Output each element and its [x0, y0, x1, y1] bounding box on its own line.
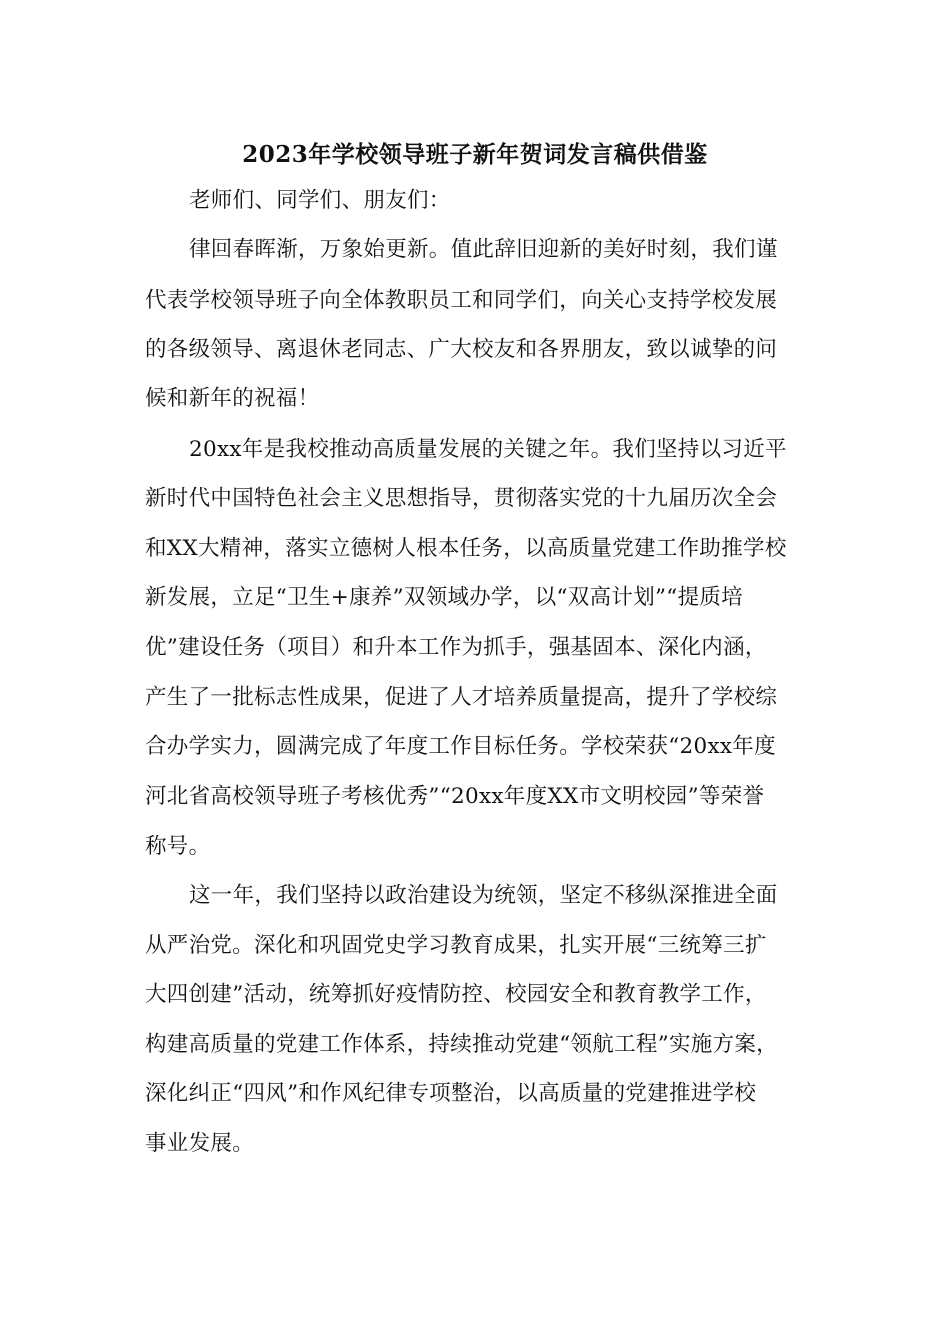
paragraph-line: 深化纠正“四风”和作风纪律专项整治，以高质量的党建推进学校 — [145, 1081, 757, 1106]
paragraph-line: 新发展，立足“卫生+康养”双领域办学，以“双高计划”“提质培 — [145, 585, 743, 610]
paragraph-line: 和XX大精神，落实立德树人根本任务，以高质量党建工作助推学校 — [145, 536, 787, 561]
greeting-line: 老师们、同学们、朋友们： — [189, 188, 451, 213]
paragraph-line: 这一年，我们坚持以政治建设为统领，坚定不移纵深推进全面 — [189, 883, 778, 908]
paragraph-line: 大四创建”活动，统筹抓好疫情防控、校园安全和教育教学工作， — [145, 982, 767, 1007]
paragraph-line: 的各级领导、离退休老同志、广大校友和各界朋友，致以诚挚的问 — [145, 337, 778, 362]
paragraph-line: 构建高质量的党建工作体系，持续推动党建“领航工程”实施方案， — [145, 1032, 778, 1057]
paragraph-line: 优”建设任务（项目）和升本工作为抓手，强基固本、深化内涵， — [145, 635, 767, 660]
paragraph-line: 从严治党。深化和巩固党史学习教育成果，扎实开展“三统筹三扩 — [145, 933, 767, 958]
paragraph-line: 律回春晖渐，万象始更新。值此辞旧迎新的美好时刻，我们谨 — [189, 237, 778, 262]
paragraph-line: 新时代中国特色社会主义思想指导，贯彻落实党的十九届历次全会 — [145, 486, 778, 511]
paragraph-line: 候和新年的祝福！ — [145, 386, 320, 411]
paragraph-line: 合办学实力，圆满完成了年度工作目标任务。学校荣获“20xx年度 — [145, 734, 776, 759]
paragraph-line: 河北省高校领导班子考核优秀”“20xx年度XX市文明校园”等荣誉 — [145, 784, 765, 809]
paragraph-line: 事业发展。 — [145, 1131, 255, 1156]
paragraph-line: 20xx年是我校推动高质量发展的关键之年。我们坚持以习近平 — [189, 437, 787, 462]
paragraph-line: 产生了一批标志性成果，促进了人才培养质量提高，提升了学校综 — [145, 685, 778, 710]
paragraph-line: 代表学校领导班子向全体教职员工和同学们，向关心支持学校发展 — [145, 288, 778, 313]
document-title: 2023年学校领导班子新年贺词发言稿供借鉴 — [242, 141, 708, 168]
paragraph-line: 称号。 — [145, 834, 211, 859]
